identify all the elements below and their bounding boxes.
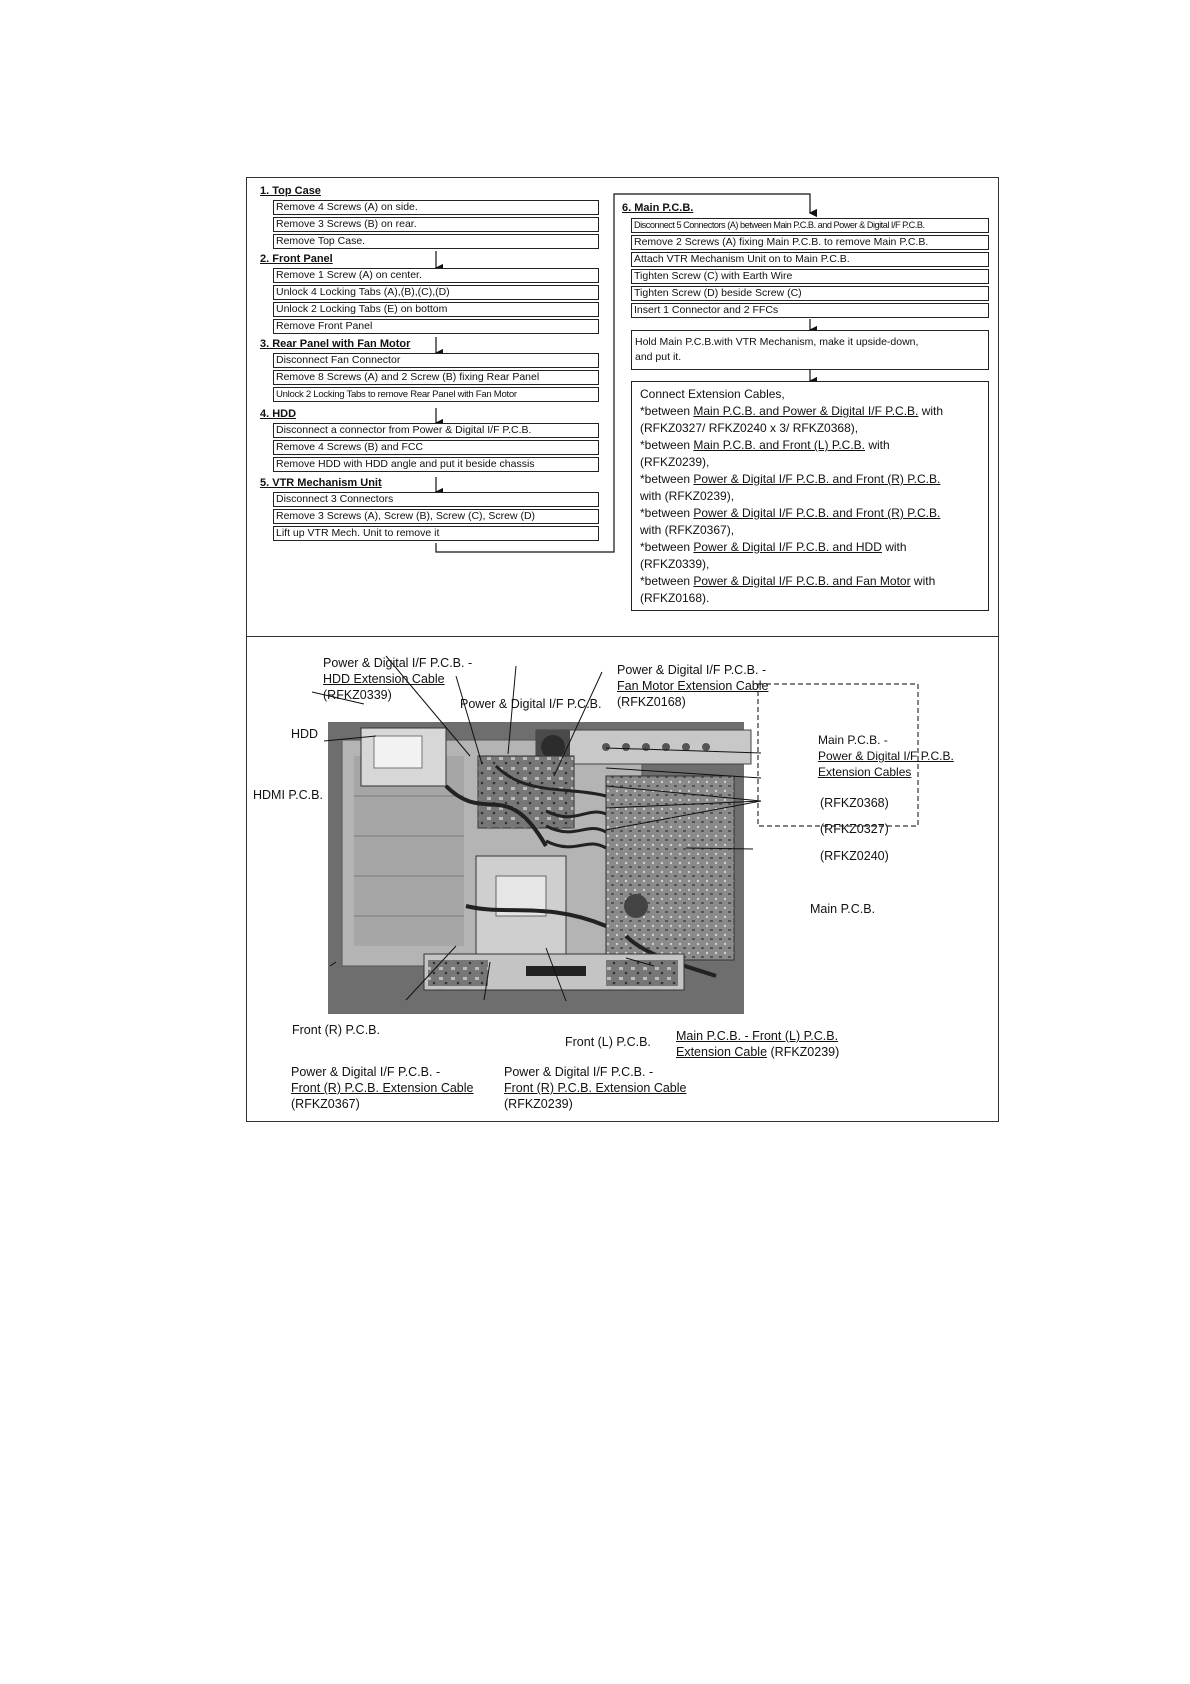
callout-front-l: Front (L) P.C.B. xyxy=(565,1035,651,1049)
connect-line-prefix: (RFKZ0168). xyxy=(640,591,710,605)
callout-front-r-cable-1-l2: Front (R) P.C.B. Extension Cable xyxy=(291,1081,474,1095)
connect-line-underlined: Power & Digital I/F P.C.B. and Fan Motor xyxy=(693,574,911,588)
connect-line-underlined: Power & Digital I/F P.C.B. and Front (R) P.C.B. xyxy=(693,472,941,486)
step-1-2: Remove 3 Screws (B) on rear. xyxy=(273,217,599,232)
connect-line-prefix: *between xyxy=(640,540,694,554)
callout-hdd: HDD xyxy=(291,727,319,741)
section-title-hdd: 4. HDD xyxy=(260,408,297,420)
step-6-2: Remove 2 Screws (A) fixing Main P.C.B. to remove Main P.C.B. xyxy=(631,235,989,250)
connect-line-prefix: *between xyxy=(640,438,694,452)
step-2-3: Unlock 2 Locking Tabs (E) on bottom xyxy=(273,302,599,317)
connect-line xyxy=(640,489,734,503)
connect-line-suffix: with xyxy=(881,540,907,554)
step-3-1: Disconnect Fan Connector xyxy=(273,353,599,368)
main-pcb xyxy=(606,776,734,960)
hold-note-line-1: Hold Main P.C.B.with VTR Mechanism, make it upside-down, xyxy=(635,336,919,348)
connect-line xyxy=(640,455,709,469)
connect-line-prefix: (RFKZ0327/ RFKZ0240 x 3/ RFKZ0368), xyxy=(640,421,859,435)
callout-rfkz0327: (RFKZ0327) xyxy=(820,822,889,836)
connect-line-underlined: Main P.C.B. and Front (L) P.C.B. xyxy=(693,438,866,452)
connect-line xyxy=(640,472,940,486)
step-1-1: Remove 4 Screws (A) on side. xyxy=(273,200,599,215)
step-2-4: Remove Front Panel xyxy=(273,319,599,334)
connect-line-prefix: with (RFKZ0367), xyxy=(640,523,735,537)
connect-line xyxy=(640,438,890,452)
callout-front-r-cable-2-l3: (RFKZ0239) xyxy=(504,1097,573,1111)
connect-line xyxy=(640,523,734,537)
step-4-1: Disconnect a connector from Power & Digital I/F P.C.B. xyxy=(273,423,599,438)
callout-main-front-l-2: Extension Cable xyxy=(676,1045,768,1059)
step-6-1: Disconnect 5 Connectors (A) between Main P.C.B. and Power & Digital I/F P.C.B. xyxy=(631,218,989,233)
step-5-2: Remove 3 Screws (A), Screw (B), Screw (C), Screw (D) xyxy=(273,509,599,524)
step-4-2: Remove 4 Screws (B) and FCC xyxy=(273,440,599,455)
step-3-2: Remove 8 Screws (A) and 2 Screw (B) fixing Rear Panel xyxy=(273,370,599,385)
connect-line xyxy=(640,574,935,588)
callout-hdd-cable-1: Power & Digital I/F P.C.B. - xyxy=(323,656,473,670)
connect-line-suffix: with xyxy=(918,404,944,418)
connect-line xyxy=(640,591,709,605)
callout-hdd-cable-3: (RFKZ0339) xyxy=(323,688,392,702)
callout-main-pcb: Main P.C.B. xyxy=(810,902,876,916)
connect-line-prefix: *between xyxy=(640,506,694,520)
section-title-rear-panel: 3. Rear Panel with Fan Motor xyxy=(260,338,411,350)
callout-fan-cable-3: (RFKZ0168) xyxy=(617,695,686,709)
callout-main-ext-3: Extension Cables xyxy=(818,765,912,779)
connect-line-underlined: Power & Digital I/F P.C.B. and HDD xyxy=(693,540,882,554)
connect-line-prefix: *between xyxy=(640,404,694,418)
step-5-1: Disconnect 3 Connectors xyxy=(273,492,599,507)
connect-line-prefix: (RFKZ0239), xyxy=(640,455,710,469)
callout-front-r-cable-2-l1: Power & Digital I/F P.C.B. - xyxy=(504,1065,654,1079)
hold-note-box xyxy=(631,330,989,370)
callout-main-front-l-2-wrap xyxy=(676,1044,839,1060)
connect-line-prefix: *between xyxy=(640,574,694,588)
connect-line-suffix: with xyxy=(865,438,890,452)
connect-line-suffix: with xyxy=(910,574,936,588)
connect-line-prefix: (RFKZ0339), xyxy=(640,557,710,571)
step-5-3: Lift up VTR Mech. Unit to remove it xyxy=(273,526,599,541)
callout-hdmi: HDMI P.C.B. xyxy=(253,788,323,802)
connect-heading: Connect Extension Cables, xyxy=(640,387,785,401)
callout-front-r-cable-2-l2: Front (R) P.C.B. Extension Cable xyxy=(504,1081,687,1095)
section-title-vtr: 5. VTR Mechanism Unit xyxy=(260,477,382,489)
connect-line-prefix: *between xyxy=(640,472,694,486)
step-3-3: Unlock 2 Locking Tabs to remove Rear Panel with Fan Motor xyxy=(273,387,599,402)
connect-line xyxy=(640,421,858,435)
callout-fan-cable-2: Fan Motor Extension Cable xyxy=(617,679,769,693)
callout-power-pcb: Power & Digital I/F P.C.B. xyxy=(460,697,602,711)
connect-line xyxy=(640,540,907,554)
step-6-3: Attach VTR Mechanism Unit on to Main P.C.B. xyxy=(631,252,989,267)
section-title-top-case: 1. Top Case xyxy=(260,185,321,197)
hold-note-line-2: and put it. xyxy=(635,351,682,363)
section-title-front-panel: 2. Front Panel xyxy=(260,253,333,265)
connect-line-underlined: Power & Digital I/F P.C.B. and Front (R) P.C.B. xyxy=(693,506,941,520)
step-6-6: Insert 1 Connector and 2 FFCs xyxy=(631,303,989,318)
connect-line xyxy=(640,557,709,571)
connect-line-prefix: with (RFKZ0239), xyxy=(640,489,735,503)
connect-line xyxy=(640,506,940,520)
step-6-5: Tighten Screw (D) beside Screw (C) xyxy=(631,286,989,301)
connect-line xyxy=(640,404,943,418)
callout-rfkz0240: (RFKZ0240) xyxy=(820,849,889,863)
step-4-3: Remove HDD with HDD angle and put it beside chassis xyxy=(273,457,599,472)
callout-front-r-cable-1-l3: (RFKZ0367) xyxy=(291,1097,360,1111)
step-2-2: Unlock 4 Locking Tabs (A),(B),(C),(D) xyxy=(273,285,599,300)
step-6-4: Tighten Screw (C) with Earth Wire xyxy=(631,269,989,284)
connect-line-underlined: Main P.C.B. and Power & Digital I/F P.C.B. xyxy=(693,404,919,418)
callout-main-ext-2: Power & Digital I/F P.C.B. xyxy=(818,749,954,763)
callout-front-r-cable-1-l1: Power & Digital I/F P.C.B. - xyxy=(291,1065,441,1079)
callout-fan-cable-1: Power & Digital I/F P.C.B. - xyxy=(617,663,767,677)
callout-front-r: Front (R) P.C.B. xyxy=(292,1023,380,1037)
callout-main-front-l-3: (RFKZ0239) xyxy=(767,1045,840,1059)
callout-hdd-cable-2: HDD Extension Cable xyxy=(323,672,445,686)
section-title-main-pcb: 6. Main P.C.B. xyxy=(622,202,694,214)
callout-rfkz0368: (RFKZ0368) xyxy=(820,796,889,810)
step-1-3: Remove Top Case. xyxy=(273,234,599,249)
callout-main-ext-1: Main P.C.B. - xyxy=(818,733,888,747)
callout-main-front-l-1: Main P.C.B. - Front (L) P.C.B. xyxy=(676,1029,839,1043)
connect-cables-box xyxy=(631,381,989,611)
step-2-1: Remove 1 Screw (A) on center. xyxy=(273,268,599,283)
